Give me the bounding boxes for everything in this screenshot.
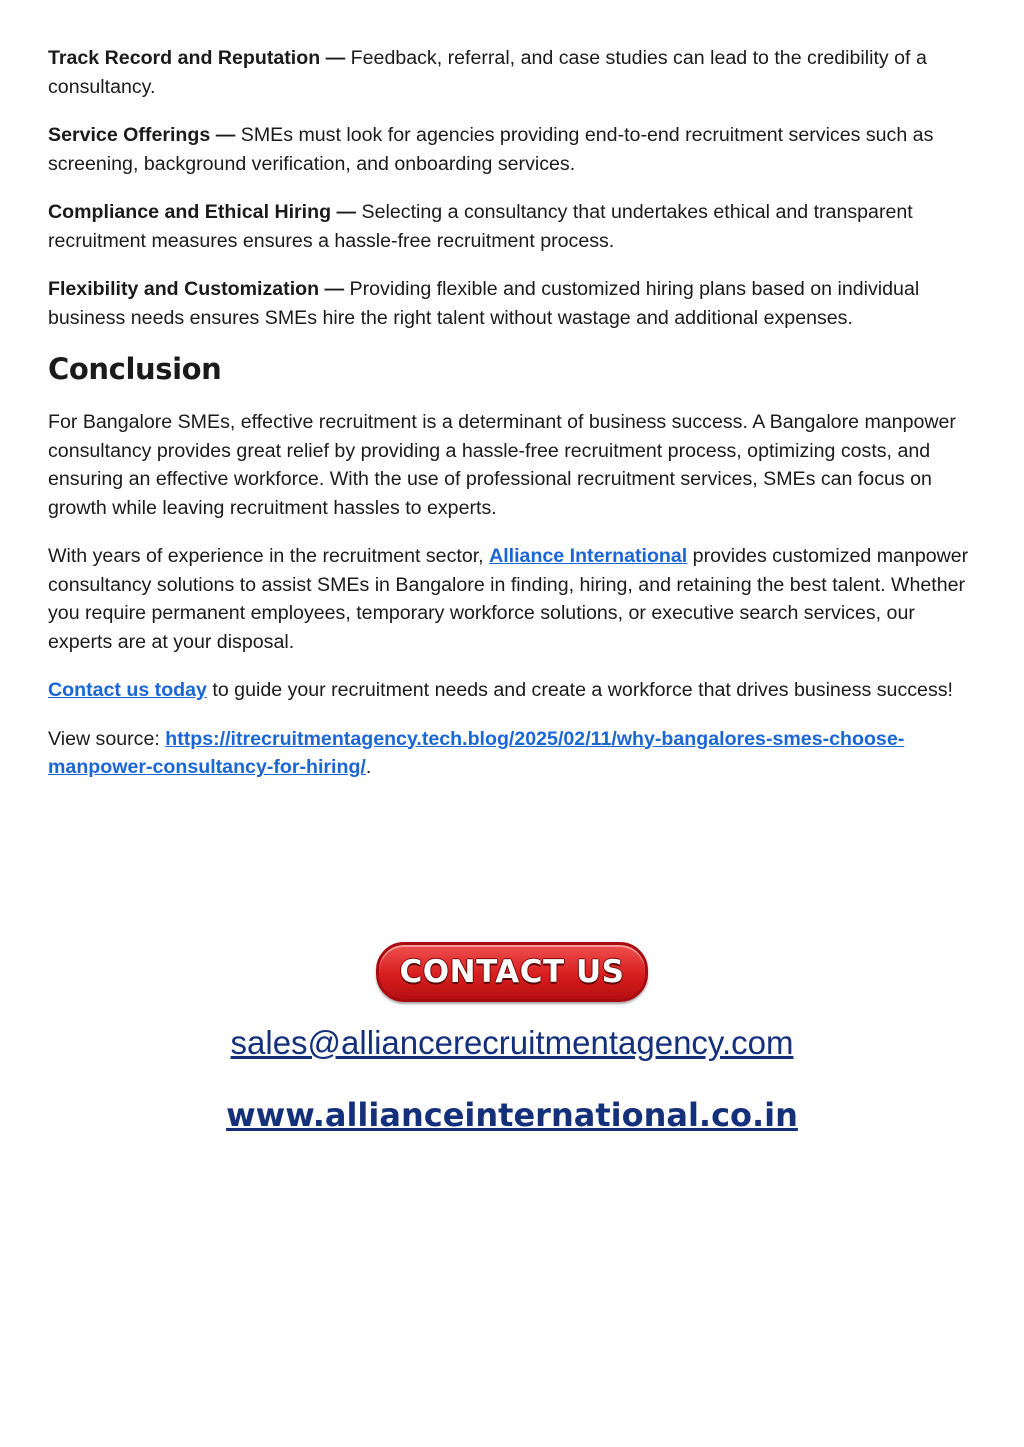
alliance-international-link[interactable]: Alliance International (489, 545, 688, 567)
criterion-text: Selecting a consultancy that undertakes ethical and transparent recruitment measures ensures a hassle-free recruitment process. (48, 201, 913, 252)
criterion-text: Providing flexible and customized hiring plans based on individual business needs ensures SMEs hire the right talent without wastage and additional expenses. (48, 278, 920, 329)
contact-us-banner (0, 942, 1024, 1002)
source-end: . (365, 756, 372, 778)
criterion-title: Flexibility and Customization — (48, 278, 345, 300)
criterion-text: Feedback, referral, and case studies can lead to the credibility of a consultancy. (48, 47, 927, 98)
paragraph-text: With years of experience in the recruitment sector, (48, 545, 490, 567)
source-url-link[interactable]: https://itrecruitmentagency.tech.blog/2025/02/11/why-bangalores-smes-choose-manpower-consultancy-for-hiring/ (48, 727, 905, 778)
article-body (48, 44, 978, 802)
conclusion-heading: Conclusion (48, 352, 222, 386)
website-link[interactable]: www.allianceinternational.co.in (226, 1096, 798, 1134)
sales-email-link[interactable]: sales@alliancerecruitmentagency.com (230, 1024, 794, 1061)
criterion-track-record (48, 44, 978, 101)
criterion-title: Compliance and Ethical Hiring — (48, 201, 357, 223)
source-label: View source: (48, 727, 166, 750)
contact-paragraph (48, 676, 978, 705)
paragraph-text: provides customized manpower consultancy solutions to assist SMEs in Bangalore in finding, hiring, and retaining the best talent. Whether you require permanent employees, temporary workforce solutions, or executive search services, our experts are at your disposal. (48, 545, 969, 653)
criterion-text: SMEs must look for agencies providing end-to-end recruitment services such as screening, background verification, and onboarding services. (48, 124, 934, 175)
criterion-title: Track Record and Reputation — (48, 47, 346, 69)
criterion-title: Service Offerings — (48, 124, 236, 146)
criterion-flexibility (48, 275, 978, 332)
conclusion-paragraph-2 (48, 542, 978, 656)
contact-us-today-link[interactable]: Contact us today (48, 679, 207, 701)
criterion-compliance (48, 198, 978, 255)
conclusion-paragraph-1: For Bangalore SMEs, effective recruitment is a determinant of business success. A Bangalore manpower consultancy provides great relief by providing a hassle-free recruitment process, optimizing costs, and ensuring an effective workforce. With the use of professional recruitment services, SMEs can focus on growth while leaving recruitment hassles to experts. (48, 411, 956, 519)
criterion-service-offerings (48, 121, 978, 178)
contact-us-button[interactable]: CONTACT US (376, 942, 648, 1002)
paragraph-text: to guide your recruitment needs and create a workforce that drives business success! (206, 679, 953, 701)
view-source-paragraph (48, 725, 978, 782)
